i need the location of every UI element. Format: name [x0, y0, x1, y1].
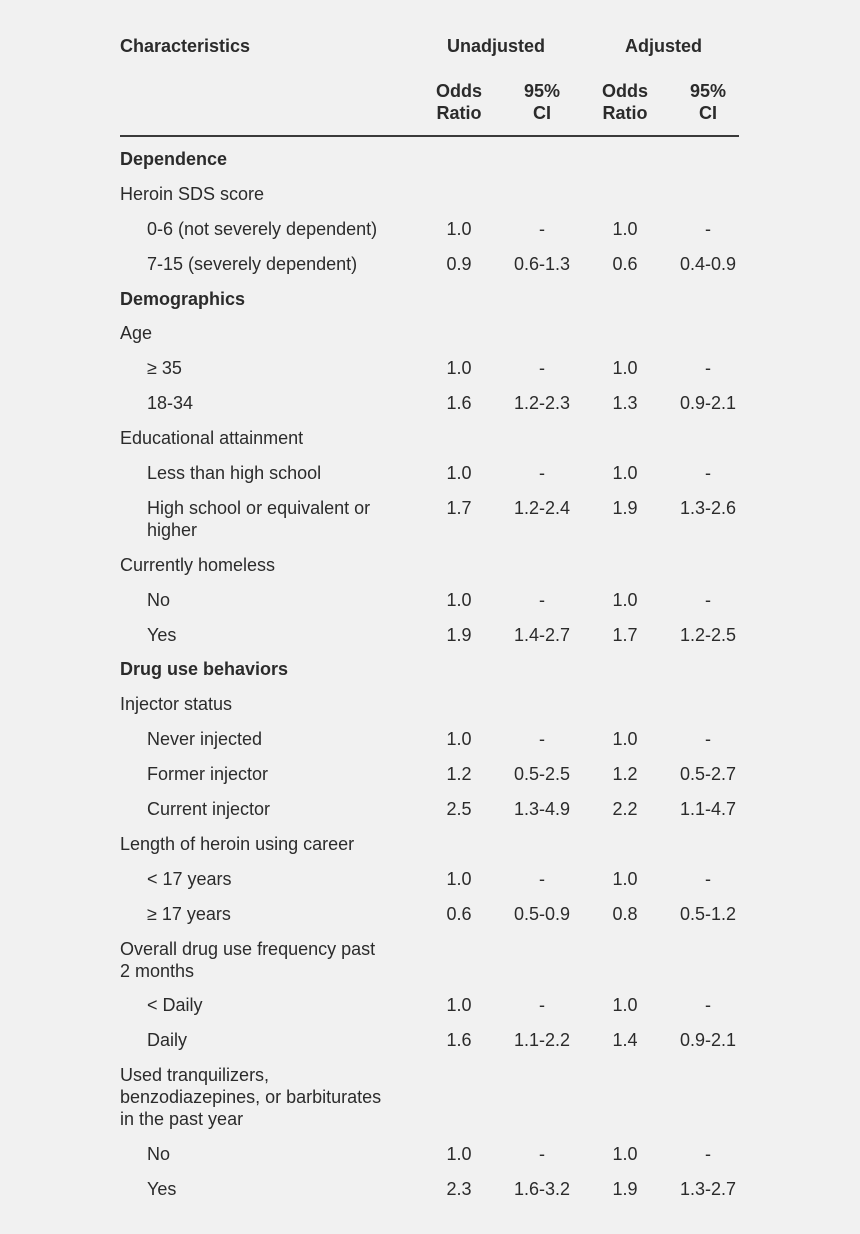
- unadjusted-ci-cell: -: [539, 463, 545, 484]
- row-label: Currently homeless: [120, 554, 276, 575]
- adjusted-ci-cell: -: [705, 868, 711, 889]
- adjusted-odds-ratio-cell: 0.6: [612, 253, 638, 274]
- unadjusted-odds-ratio-cell: 1.6: [446, 393, 472, 414]
- group-row: [0, 548, 860, 583]
- unadjusted-odds-ratio-cell: 2.3: [446, 1179, 472, 1200]
- row-label: Less than high school: [147, 463, 322, 484]
- header-rule: [120, 135, 739, 137]
- header-unadjusted-ci: 95% CI: [523, 81, 561, 123]
- unadjusted-odds-ratio-cell: 2.5: [446, 799, 472, 820]
- unadjusted-odds-ratio-cell: 1.0: [446, 218, 472, 239]
- adjusted-odds-ratio-cell: 1.2: [612, 764, 638, 785]
- unadjusted-odds-ratio-cell: 1.0: [446, 358, 472, 379]
- adjusted-ci-cell: 0.5-1.2: [679, 903, 737, 924]
- group-row: [0, 687, 860, 722]
- group-row: [0, 177, 860, 212]
- adjusted-ci-cell: -: [705, 218, 711, 239]
- adjusted-odds-ratio-cell: 1.0: [612, 218, 638, 239]
- group-row: [0, 421, 860, 456]
- unadjusted-ci-cell: -: [539, 868, 545, 889]
- adjusted-ci-cell: 1.3-2.7: [679, 1179, 737, 1200]
- adjusted-odds-ratio-cell: 1.7: [612, 624, 638, 645]
- header-unadjusted-odds-ratio: Odds Ratio: [435, 81, 482, 123]
- table-row: [0, 618, 860, 653]
- table-row: [0, 897, 860, 932]
- table-row: [0, 386, 860, 421]
- table-row: [0, 792, 860, 827]
- adjusted-ci-cell: -: [705, 358, 711, 379]
- unadjusted-odds-ratio-cell: 1.9: [446, 624, 472, 645]
- header-adjusted-ci: 95% CI: [689, 81, 727, 123]
- unadjusted-ci-cell: -: [539, 358, 545, 379]
- adjusted-ci-cell: 0.5-2.7: [679, 764, 737, 785]
- row-label: Heroin SDS score: [120, 183, 265, 204]
- adjusted-ci-cell: 0.9-2.1: [679, 1030, 737, 1051]
- row-label: Yes: [147, 1179, 177, 1200]
- row-label: No: [147, 589, 171, 610]
- table-row: [0, 988, 860, 1023]
- unadjusted-ci-cell: -: [539, 995, 545, 1016]
- adjusted-ci-cell: -: [705, 995, 711, 1016]
- group-row: [0, 316, 860, 351]
- table-row: [0, 351, 860, 386]
- row-label: No: [147, 1144, 171, 1165]
- unadjusted-odds-ratio-cell: 1.7: [446, 497, 472, 518]
- row-label: Overall drug use frequency past 2 months: [120, 938, 376, 981]
- unadjusted-odds-ratio-cell: 1.0: [446, 868, 472, 889]
- row-label: Yes: [147, 624, 177, 645]
- unadjusted-ci-cell: 1.4-2.7: [513, 624, 571, 645]
- unadjusted-ci-cell: 1.3-4.9: [513, 799, 571, 820]
- row-label: Educational attainment: [120, 428, 304, 449]
- table-row: [0, 757, 860, 792]
- adjusted-odds-ratio-cell: 1.0: [612, 463, 638, 484]
- unadjusted-odds-ratio-cell: 1.0: [446, 729, 472, 750]
- row-label: Age: [120, 323, 153, 344]
- adjusted-odds-ratio-cell: 1.0: [612, 1144, 638, 1165]
- table-row: [0, 1172, 860, 1207]
- table-row: [0, 1137, 860, 1172]
- unadjusted-odds-ratio-cell: 0.6: [446, 903, 472, 924]
- adjusted-odds-ratio-cell: 0.8: [612, 903, 638, 924]
- table-row: [0, 212, 860, 247]
- row-label: High school or equivalent or higher: [147, 497, 371, 540]
- table-row: [0, 1023, 860, 1058]
- unadjusted-ci-cell: 1.2-2.3: [513, 393, 571, 414]
- row-label: Never injected: [147, 729, 263, 750]
- unadjusted-ci-cell: 1.1-2.2: [513, 1030, 571, 1051]
- unadjusted-odds-ratio-cell: 1.6: [446, 1030, 472, 1051]
- unadjusted-ci-cell: -: [539, 589, 545, 610]
- adjusted-odds-ratio-cell: 1.4: [612, 1030, 638, 1051]
- section-row: [0, 282, 860, 317]
- unadjusted-odds-ratio-cell: 1.0: [446, 589, 472, 610]
- table-header: [0, 34, 860, 62]
- row-label: Drug use behaviors: [120, 659, 289, 680]
- row-label: Former injector: [147, 764, 269, 785]
- adjusted-ci-cell: 0.4-0.9: [679, 253, 737, 274]
- adjusted-ci-cell: 1.3-2.6: [679, 497, 737, 518]
- row-label: < 17 years: [147, 868, 232, 889]
- row-label: Daily: [147, 1030, 188, 1051]
- group-row: [0, 932, 860, 989]
- row-label: Dependence: [120, 149, 228, 169]
- unadjusted-ci-cell: -: [539, 1144, 545, 1165]
- table-row: [0, 862, 860, 897]
- unadjusted-ci-cell: 1.2-2.4: [513, 497, 571, 518]
- row-label: Injector status: [120, 694, 233, 715]
- table-row: [0, 491, 860, 548]
- adjusted-ci-cell: -: [705, 463, 711, 484]
- row-label: ≥ 17 years: [147, 903, 231, 924]
- unadjusted-odds-ratio-cell: 1.2: [446, 764, 472, 785]
- unadjusted-ci-cell: 1.6-3.2: [513, 1179, 571, 1200]
- row-label: 0-6 (not severely dependent): [147, 218, 378, 239]
- adjusted-ci-cell: -: [705, 729, 711, 750]
- adjusted-odds-ratio-cell: 1.9: [612, 1179, 638, 1200]
- header-adjusted-odds-ratio: Odds Ratio: [601, 81, 648, 123]
- adjusted-ci-cell: 1.1-4.7: [679, 799, 737, 820]
- section-row: [0, 142, 860, 177]
- adjusted-ci-cell: 0.9-2.1: [679, 393, 737, 414]
- adjusted-odds-ratio-cell: 1.3: [612, 393, 638, 414]
- row-label: 7-15 (severely dependent): [147, 253, 358, 274]
- table-body: [0, 142, 860, 1207]
- section-row: [0, 652, 860, 687]
- table-row: [0, 247, 860, 282]
- unadjusted-ci-cell: -: [539, 218, 545, 239]
- group-row: [0, 827, 860, 862]
- row-label: Length of heroin using career: [120, 833, 355, 854]
- header-adjusted: Adjusted: [625, 36, 703, 56]
- unadjusted-ci-cell: -: [539, 729, 545, 750]
- unadjusted-ci-cell: 0.5-0.9: [513, 903, 571, 924]
- unadjusted-odds-ratio-cell: 1.0: [446, 1144, 472, 1165]
- adjusted-ci-cell: -: [705, 1144, 711, 1165]
- adjusted-odds-ratio-cell: 1.0: [612, 358, 638, 379]
- adjusted-odds-ratio-cell: 1.0: [612, 995, 638, 1016]
- unadjusted-odds-ratio-cell: 1.0: [446, 463, 472, 484]
- table-row: [0, 722, 860, 757]
- header-unadjusted: Unadjusted: [447, 36, 546, 56]
- row-label: 18-34: [147, 393, 194, 414]
- row-label: < Daily: [147, 995, 203, 1016]
- adjusted-ci-cell: 1.2-2.5: [679, 624, 737, 645]
- unadjusted-odds-ratio-cell: 0.9: [446, 253, 472, 274]
- adjusted-odds-ratio-cell: 1.0: [612, 868, 638, 889]
- row-label: Used tranquilizers, benzodiazepines, or barbiturates in the past year: [120, 1065, 382, 1130]
- table-row: [0, 583, 860, 618]
- group-row: [0, 1058, 860, 1137]
- row-label: Current injector: [147, 799, 271, 820]
- row-label: Demographics: [120, 288, 246, 309]
- unadjusted-ci-cell: 0.6-1.3: [513, 253, 571, 274]
- adjusted-odds-ratio-cell: 1.9: [612, 497, 638, 518]
- row-label: ≥ 35: [147, 358, 182, 379]
- adjusted-odds-ratio-cell: 2.2: [612, 799, 638, 820]
- unadjusted-ci-cell: 0.5-2.5: [513, 764, 571, 785]
- adjusted-odds-ratio-cell: 1.0: [612, 729, 638, 750]
- adjusted-odds-ratio-cell: 1.0: [612, 589, 638, 610]
- table-subheader: [0, 80, 860, 128]
- table-row: [0, 456, 860, 491]
- unadjusted-odds-ratio-cell: 1.0: [446, 995, 472, 1016]
- adjusted-ci-cell: -: [705, 589, 711, 610]
- header-characteristics: Characteristics: [120, 36, 251, 56]
